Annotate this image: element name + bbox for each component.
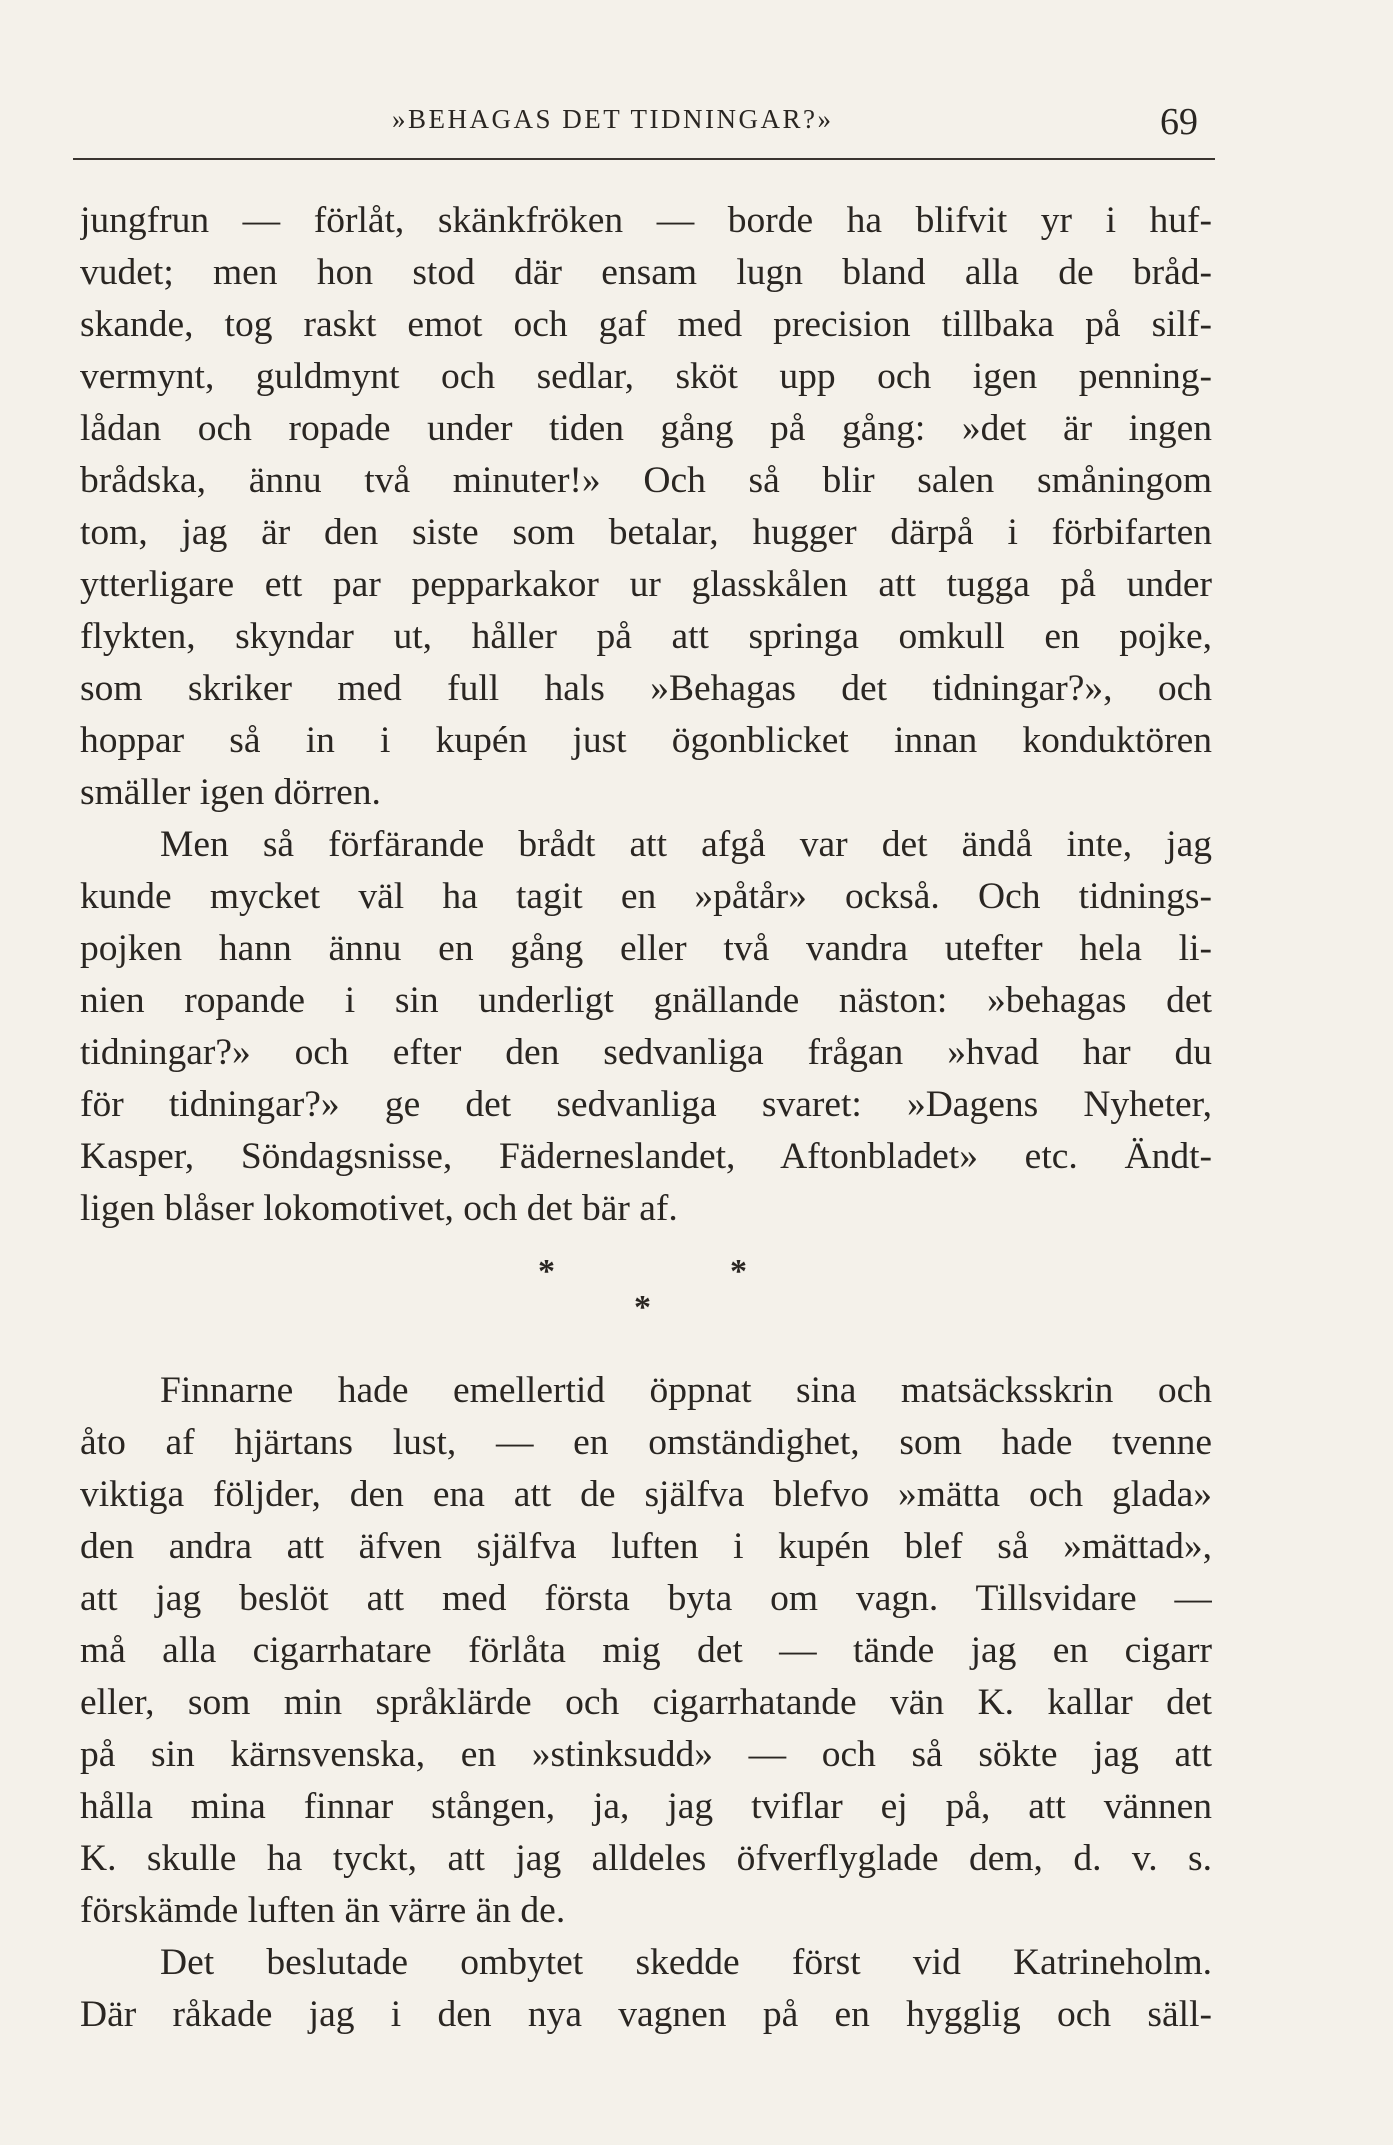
- text-line: vudet; men hon stod där ensam lugn bland alla de bråd-: [80, 252, 1212, 293]
- text-line: kunde mycket väl ha tagit en »påtår» också. Och tidnings-: [80, 876, 1212, 917]
- text-line: att jag beslöt att med första byta om vagn. Tillsvidare —: [80, 1578, 1212, 1619]
- text-line: viktiga följder, den ena att de själfva blefvo »mätta och glada»: [80, 1474, 1212, 1515]
- text-line: ytterligare ett par pepparkakor ur glasskålen att tugga på under: [80, 564, 1212, 605]
- text-line: förskämde luften än värre än de.: [80, 1890, 566, 1931]
- header-rule: [73, 158, 1215, 160]
- text-line: flykten, skyndar ut, håller på att springa omkull en pojke,: [80, 616, 1212, 657]
- text-line: tom, jag är den siste som betalar, hugger därpå i förbifarten: [80, 512, 1212, 553]
- text-line: för tidningar?» ge det sedvanliga svaret: »Dagens Nyheter,: [80, 1084, 1212, 1125]
- text-line: eller, som min språklärde och cigarrhatande vän K. kallar det: [80, 1682, 1212, 1723]
- text-line: Det beslutade ombytet skedde först vid Katrineholm.: [160, 1942, 1212, 1983]
- running-head: [0, 100, 1393, 150]
- text-line: hoppar så in i kupén just ögonblicket innan konduktören: [80, 720, 1212, 761]
- page-number: 69: [1160, 101, 1198, 143]
- text-line: hålla mina finnar stången, ja, jag tviflar ej på, att vännen: [80, 1786, 1212, 1827]
- text-line: skande, tog raskt emot och gaf med precision tillbaka på silf-: [80, 304, 1212, 345]
- text-line: som skriker med full hals »Behagas det tidningar?», och: [80, 668, 1212, 709]
- paragraph-1: [80, 195, 1212, 819]
- text-line: Kasper, Söndagsnisse, Fäderneslandet, Aftonbladet» etc. Ändt-: [80, 1136, 1212, 1177]
- text-line: K. skulle ha tyckt, att jag alldeles öfverflyglade dem, d. v. s.: [80, 1838, 1212, 1879]
- text-line: Där råkade jag i den nya vagnen på en hygglig och säll-: [80, 1994, 1212, 2035]
- text-line: vermynt, guldmynt och sedlar, sköt upp och igen penning-: [80, 356, 1212, 397]
- body-text: [80, 195, 1212, 2041]
- text-line: Men så förfärande brådt att afgå var det ändå inte, jag: [160, 824, 1212, 865]
- text-line: Finnarne hade emellertid öppnat sina matsäcksskrin och: [160, 1370, 1212, 1411]
- asterisk: *: [538, 1253, 555, 1290]
- text-line: på sin kärnsvenska, en »stinksudd» — och så sökte jag att: [80, 1734, 1212, 1775]
- text-line: nien ropande i sin underligt gnällande näston: »behagas det: [80, 980, 1212, 1021]
- running-title: »BEHAGAS DET TIDNINGAR?»: [392, 104, 834, 134]
- section-break-asterisks: [80, 1235, 1212, 1365]
- text-line: åto af hjärtans lust, — en omständighet, som hade tvenne: [80, 1422, 1212, 1463]
- asterisk: *: [634, 1289, 651, 1326]
- text-line: jungfrun — förlåt, skänkfröken — borde ha blifvit yr i huf-: [80, 200, 1212, 241]
- text-line: tidningar?» och efter den sedvanliga frågan »hvad har du: [80, 1032, 1212, 1073]
- text-line: brådska, ännu två minuter!» Och så blir salen småningom: [80, 460, 1212, 501]
- text-line: ligen blåser lokomotivet, och det bär af.: [80, 1188, 678, 1229]
- paragraph-3: [80, 1365, 1212, 1937]
- text-line: den andra att äfven själfva luften i kupén blef så »mättad»,: [80, 1526, 1212, 1567]
- text-line: må alla cigarrhatare förlåta mig det — tände jag en cigarr: [80, 1630, 1212, 1671]
- text-line: pojken hann ännu en gång eller två vandra utefter hela li-: [80, 928, 1212, 969]
- asterisk: *: [730, 1253, 747, 1290]
- text-line: lådan och ropade under tiden gång på gång: »det är ingen: [80, 408, 1212, 449]
- text-line: smäller igen dörren.: [80, 772, 381, 813]
- paragraph-4: [80, 1937, 1212, 2041]
- paragraph-2: [80, 819, 1212, 1235]
